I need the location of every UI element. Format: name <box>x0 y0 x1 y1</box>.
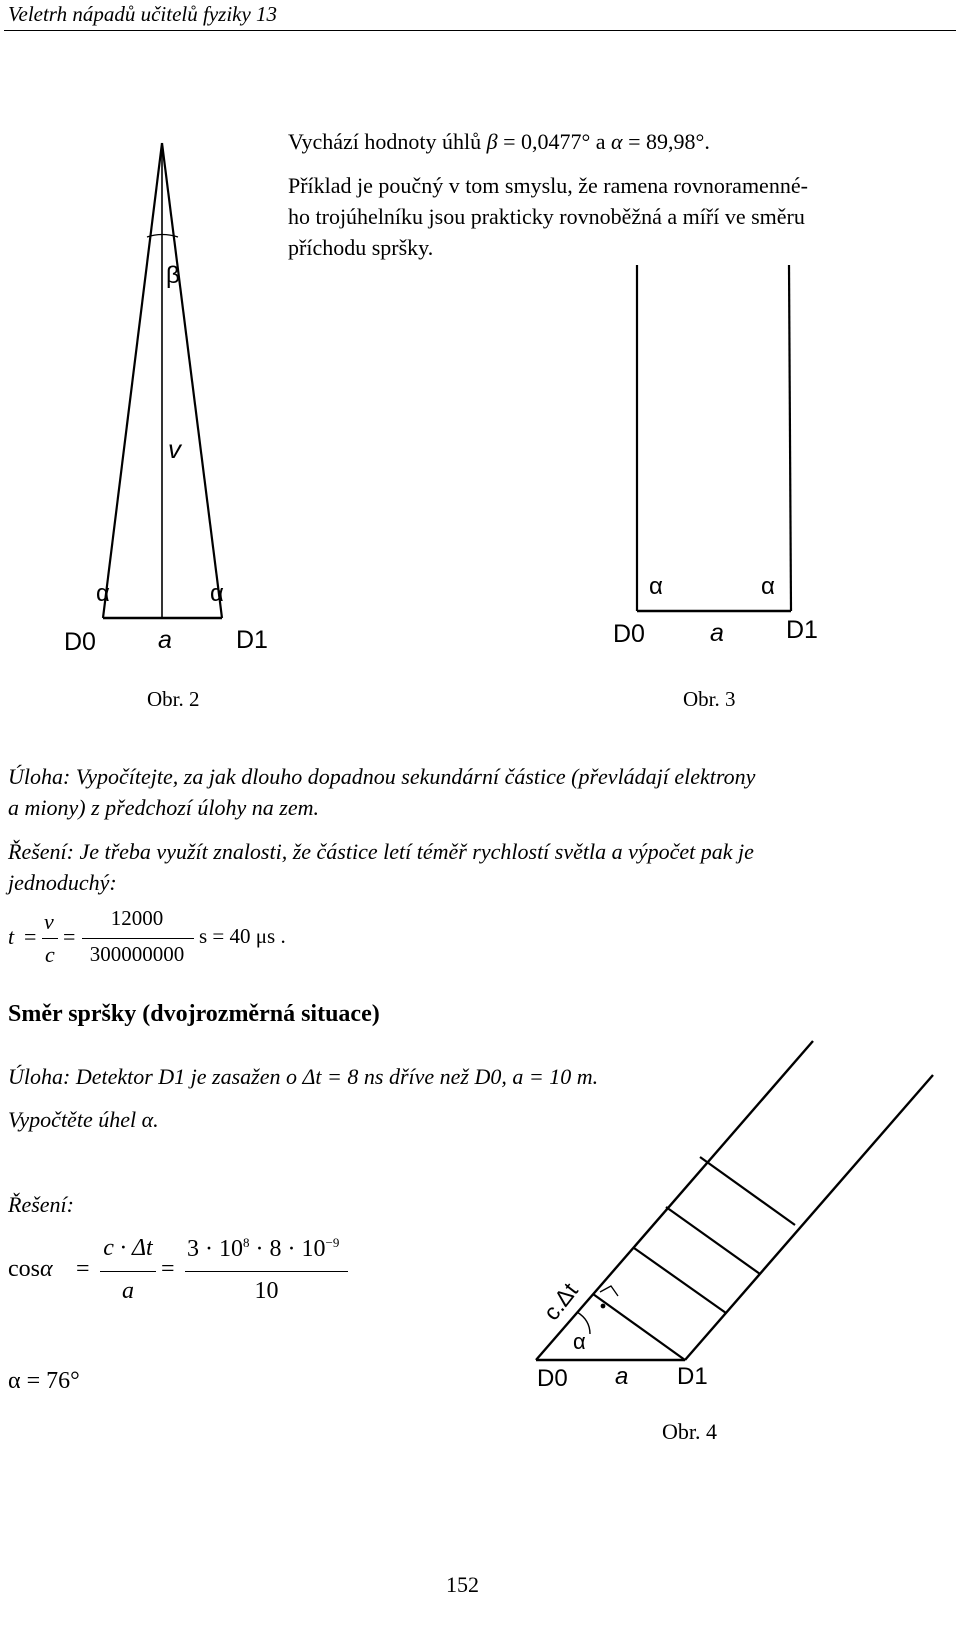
task1-line-2: a miony) z předchozí úlohy na zem. <box>8 795 320 820</box>
eq1-v: v <box>44 909 54 934</box>
fig2-caption: Obr. 2 <box>147 687 200 711</box>
eq2-cos: cosα <box>8 1256 53 1282</box>
fig2-beta-label: β <box>166 262 180 289</box>
fig4-d0-label: D0 <box>537 1365 568 1392</box>
eq2-numerator-1: c · Δt <box>103 1235 153 1261</box>
fig4-ct-label: c.Δt <box>538 1277 583 1326</box>
fig2-alpha-left: α <box>96 580 110 607</box>
eq2-equals-1: = <box>76 1256 90 1282</box>
intro-line-1: Vychází hodnoty úhlů β = 0,0477° a α = 89,98°. <box>288 129 710 154</box>
eq2-denominator-2: 10 <box>254 1278 279 1304</box>
intro-line-4: příchodu spršky. <box>288 235 434 260</box>
fig3-d0-label: D0 <box>613 620 645 648</box>
fig2-alpha-right: α <box>210 580 224 607</box>
fig3-alpha-right: α <box>761 573 775 600</box>
eq1-c: c <box>45 942 55 967</box>
eq2-numerator-2: $3 \cdot 10^8 \cdot 8 \cdot 10^{-9}$ <box>187 1235 340 1262</box>
eq1-denominator: 300000000 <box>89 942 185 966</box>
fig2-d0-label: D0 <box>64 628 96 656</box>
eq1-result: s = 40 μs . <box>199 924 286 948</box>
intro-line-2: Příklad je poučný v tom smyslu, že ramena rovnoramenné- <box>288 173 808 198</box>
solution2-label: Řešení: <box>8 1192 74 1217</box>
fig4-a-label: a <box>615 1363 629 1390</box>
task1-line-1: Úloha: Vypočítejte, za jak dlouho dopadnou sekundární částice (převládají elektrony <box>8 764 756 789</box>
task2-line-2: Vypočtěte úhel α. <box>8 1107 159 1132</box>
fig2-v-label: v <box>168 434 181 464</box>
eq1-numerator: 12000 <box>110 906 164 930</box>
eq1-t: t <box>8 924 15 949</box>
fig3-caption: Obr. 3 <box>683 687 736 711</box>
fig3-d1-label: D1 <box>786 616 818 644</box>
answer-alpha: α = 76° <box>8 1368 80 1394</box>
fig2-d1-label: D1 <box>236 626 268 654</box>
eq2-denominator-1: a <box>122 1278 134 1304</box>
eq1-equals-2: = <box>63 924 76 949</box>
fig2-a-label: a <box>158 626 172 654</box>
task2-line-1: Úloha: Detektor D1 je zasažen o Δt = 8 ns dříve než D0, a = 10 m. <box>8 1064 599 1089</box>
solution1-line-1: Řešení: Je třeba využít znalosti, že částice letí téměř rychlostí světla a výpočet pak je <box>8 839 754 864</box>
fig4-d1-label: D1 <box>677 1363 708 1390</box>
page-number: 152 <box>446 1572 479 1597</box>
eq2-equals-2: = <box>161 1256 175 1282</box>
fig3-alpha-left: α <box>649 573 663 600</box>
solution1-line-2: jednoduchý: <box>8 870 117 895</box>
eq1-equals-1: = <box>24 924 37 949</box>
intro-line-3: ho trojúhelníku jsou prakticky rovnoběžná a míří ve směru <box>288 204 805 229</box>
section-heading: Směr spršky (dvojrozměrná situace) <box>8 1001 380 1027</box>
fig3-a-label: a <box>710 619 724 647</box>
fig4-alpha-label: α <box>573 1329 586 1354</box>
fig4-caption: Obr. 4 <box>662 1419 717 1444</box>
running-header: Veletrh nápadů učitelů fyziky 13 <box>8 2 278 26</box>
